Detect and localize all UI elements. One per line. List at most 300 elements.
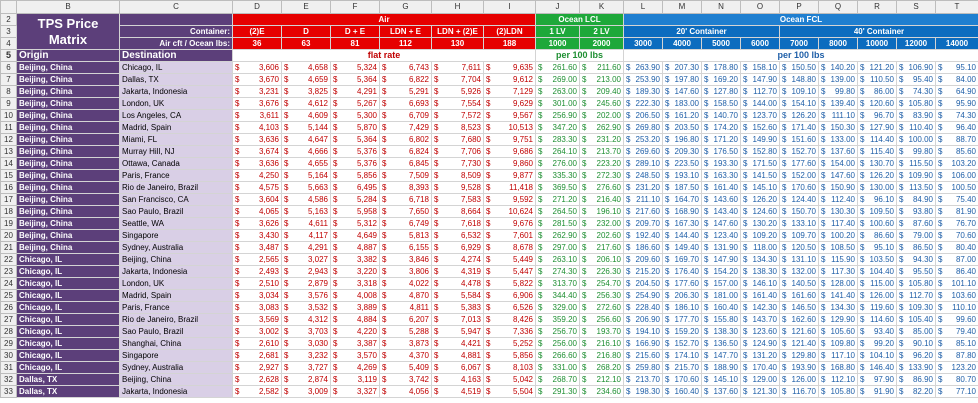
lcl-rate-cell[interactable] xyxy=(536,134,580,146)
lcl-rate-cell[interactable] xyxy=(580,302,624,314)
destination-cell[interactable]: Shanghai, China xyxy=(120,338,233,350)
fcl-rate-cell[interactable] xyxy=(936,290,978,302)
air-rate-cell[interactable] xyxy=(432,350,484,362)
air-rate-cell[interactable] xyxy=(380,62,432,74)
fcl-rate-cell[interactable] xyxy=(819,170,858,182)
air-rate-cell[interactable] xyxy=(331,158,380,170)
fcl-rate-cell[interactable] xyxy=(741,86,780,98)
column-letter[interactable]: J xyxy=(536,1,580,14)
fcl-rate-cell[interactable] xyxy=(780,278,819,290)
fcl-rate-cell[interactable] xyxy=(897,254,936,266)
fcl-rate-cell[interactable] xyxy=(936,374,978,386)
air-rate-cell[interactable] xyxy=(432,170,484,182)
destination-cell[interactable]: Madrid, Spain xyxy=(120,122,233,134)
lcl-rate-cell[interactable] xyxy=(580,362,624,374)
lcl-rate-cell[interactable] xyxy=(580,278,624,290)
fcl-rate-cell[interactable] xyxy=(663,290,702,302)
air-rate-cell[interactable] xyxy=(233,278,282,290)
fcl-rate-cell[interactable] xyxy=(897,362,936,374)
air-rate-cell[interactable] xyxy=(432,206,484,218)
air-rate-cell[interactable] xyxy=(282,230,331,242)
air-rate-cell[interactable] xyxy=(432,230,484,242)
fcl-rate-cell[interactable] xyxy=(741,134,780,146)
fcl-rate-cell[interactable] xyxy=(936,134,978,146)
air-rate-cell[interactable] xyxy=(484,350,536,362)
lcl-rate-cell[interactable] xyxy=(580,146,624,158)
origin-cell[interactable]: Dallas, TX xyxy=(17,386,120,398)
fcl-rate-cell[interactable] xyxy=(936,86,978,98)
air-rate-cell[interactable] xyxy=(432,110,484,122)
fcl-rate-cell[interactable] xyxy=(702,218,741,230)
fcl-rate-cell[interactable] xyxy=(624,350,663,362)
air-rate-cell[interactable] xyxy=(432,362,484,374)
destination-cell[interactable]: Madrid, Spain xyxy=(120,290,233,302)
destination-cell[interactable]: Sao Paulo, Brazil xyxy=(120,206,233,218)
destination-cell[interactable]: San Francisco, CA xyxy=(120,194,233,206)
column-letter[interactable]: H xyxy=(432,1,484,14)
fcl-rate-cell[interactable] xyxy=(663,386,702,398)
origin-cell[interactable]: Dallas, TX xyxy=(17,374,120,386)
origin-cell[interactable]: Chicago, IL xyxy=(17,278,120,290)
fcl-rate-cell[interactable] xyxy=(819,314,858,326)
fcl-rate-cell[interactable] xyxy=(858,290,897,302)
air-rate-cell[interactable] xyxy=(282,146,331,158)
fcl-rate-cell[interactable] xyxy=(741,146,780,158)
fcl-rate-cell[interactable] xyxy=(936,110,978,122)
origin-cell[interactable]: Beijing, China xyxy=(17,158,120,170)
fcl-rate-cell[interactable] xyxy=(780,290,819,302)
lcl-rate-cell[interactable] xyxy=(536,62,580,74)
fcl-rate-cell[interactable] xyxy=(663,158,702,170)
fcl-rate-cell[interactable] xyxy=(897,266,936,278)
fcl-rate-cell[interactable] xyxy=(663,194,702,206)
fcl-rate-cell[interactable] xyxy=(741,206,780,218)
fcl-rate-cell[interactable] xyxy=(819,158,858,170)
fcl-rate-cell[interactable] xyxy=(741,110,780,122)
column-letter[interactable]: R xyxy=(858,1,897,14)
fcl-rate-cell[interactable] xyxy=(624,326,663,338)
lcl-rate-cell[interactable] xyxy=(536,74,580,86)
air-rate-cell[interactable] xyxy=(282,206,331,218)
fcl-rate-cell[interactable] xyxy=(897,74,936,86)
fcl-rate-cell[interactable] xyxy=(780,122,819,134)
fcl-rate-cell[interactable] xyxy=(702,242,741,254)
air-rate-cell[interactable] xyxy=(484,170,536,182)
destination-cell[interactable]: Jakarta, Indonesia xyxy=(120,386,233,398)
row-number[interactable]: 21 xyxy=(1,242,17,254)
column-letter[interactable]: M xyxy=(663,1,702,14)
air-rate-cell[interactable] xyxy=(233,170,282,182)
fcl-rate-cell[interactable] xyxy=(819,86,858,98)
fcl-rate-cell[interactable] xyxy=(780,194,819,206)
row-number[interactable]: 27 xyxy=(1,314,17,326)
fcl-rate-cell[interactable] xyxy=(624,170,663,182)
fcl-rate-cell[interactable] xyxy=(741,326,780,338)
fcl-rate-cell[interactable] xyxy=(819,254,858,266)
fcl-rate-cell[interactable] xyxy=(780,170,819,182)
column-letter[interactable]: E xyxy=(282,1,331,14)
column-letter[interactable]: B xyxy=(17,1,120,14)
fcl-rate-cell[interactable] xyxy=(624,386,663,398)
air-rate-cell[interactable] xyxy=(331,182,380,194)
fcl-rate-cell[interactable] xyxy=(858,122,897,134)
fcl-rate-cell[interactable] xyxy=(624,278,663,290)
fcl-rate-cell[interactable] xyxy=(702,146,741,158)
origin-cell[interactable]: Beijing, China xyxy=(17,182,120,194)
fcl-rate-cell[interactable] xyxy=(702,74,741,86)
fcl-rate-cell[interactable] xyxy=(702,170,741,182)
row-number[interactable]: 33 xyxy=(1,386,17,398)
air-rate-cell[interactable] xyxy=(432,278,484,290)
fcl-rate-cell[interactable] xyxy=(780,302,819,314)
fcl-rate-cell[interactable] xyxy=(702,290,741,302)
fcl-rate-cell[interactable] xyxy=(624,86,663,98)
fcl-rate-cell[interactable] xyxy=(819,242,858,254)
fcl-rate-cell[interactable] xyxy=(624,254,663,266)
fcl-rate-cell[interactable] xyxy=(741,350,780,362)
air-rate-cell[interactable] xyxy=(432,194,484,206)
air-rate-cell[interactable] xyxy=(331,230,380,242)
row-number[interactable]: 20 xyxy=(1,230,17,242)
air-rate-cell[interactable] xyxy=(432,374,484,386)
fcl-rate-cell[interactable] xyxy=(624,194,663,206)
fcl-rate-cell[interactable] xyxy=(663,242,702,254)
fcl-rate-cell[interactable] xyxy=(780,242,819,254)
fcl-rate-cell[interactable] xyxy=(819,230,858,242)
lcl-rate-cell[interactable] xyxy=(536,350,580,362)
fcl-rate-cell[interactable] xyxy=(702,134,741,146)
air-rate-cell[interactable] xyxy=(432,86,484,98)
row-number[interactable]: 3 xyxy=(1,26,17,38)
origin-cell[interactable]: Beijing, China xyxy=(17,242,120,254)
row-number[interactable]: 29 xyxy=(1,338,17,350)
air-rate-cell[interactable] xyxy=(432,386,484,398)
lcl-rate-cell[interactable] xyxy=(536,230,580,242)
lcl-rate-cell[interactable] xyxy=(580,350,624,362)
air-rate-cell[interactable] xyxy=(282,194,331,206)
fcl-rate-cell[interactable] xyxy=(780,74,819,86)
row-number[interactable]: 23 xyxy=(1,266,17,278)
row-number[interactable]: 25 xyxy=(1,290,17,302)
column-letter[interactable]: O xyxy=(741,1,780,14)
air-rate-cell[interactable] xyxy=(233,122,282,134)
destination-cell[interactable]: London, UK xyxy=(120,98,233,110)
air-rate-cell[interactable] xyxy=(380,254,432,266)
air-rate-cell[interactable] xyxy=(484,122,536,134)
fcl-rate-cell[interactable] xyxy=(819,110,858,122)
lcl-rate-cell[interactable] xyxy=(580,266,624,278)
fcl-rate-cell[interactable] xyxy=(819,122,858,134)
lcl-rate-cell[interactable] xyxy=(580,374,624,386)
destination-cell[interactable]: Rio de Janeiro, Brazil xyxy=(120,314,233,326)
row-number[interactable]: 13 xyxy=(1,146,17,158)
air-rate-cell[interactable] xyxy=(432,338,484,350)
row-number[interactable]: 4 xyxy=(1,38,17,50)
fcl-rate-cell[interactable] xyxy=(702,278,741,290)
fcl-rate-cell[interactable] xyxy=(702,86,741,98)
air-rate-cell[interactable] xyxy=(331,314,380,326)
fcl-rate-cell[interactable] xyxy=(936,62,978,74)
destination-cell[interactable]: Sydney, Australia xyxy=(120,362,233,374)
lcl-rate-cell[interactable] xyxy=(580,86,624,98)
air-rate-cell[interactable] xyxy=(484,134,536,146)
fcl-rate-cell[interactable] xyxy=(858,86,897,98)
destination-cell[interactable]: Ottawa, Canada xyxy=(120,158,233,170)
destination-cell[interactable]: Seattle, WA xyxy=(120,218,233,230)
fcl-rate-cell[interactable] xyxy=(741,314,780,326)
fcl-rate-cell[interactable] xyxy=(702,374,741,386)
lcl-rate-cell[interactable] xyxy=(580,326,624,338)
fcl-rate-cell[interactable] xyxy=(702,338,741,350)
air-rate-cell[interactable] xyxy=(282,242,331,254)
row-number[interactable]: 28 xyxy=(1,326,17,338)
fcl-rate-cell[interactable] xyxy=(624,122,663,134)
fcl-rate-cell[interactable] xyxy=(741,170,780,182)
fcl-rate-cell[interactable] xyxy=(780,158,819,170)
air-rate-cell[interactable] xyxy=(484,86,536,98)
air-rate-cell[interactable] xyxy=(331,170,380,182)
fcl-rate-cell[interactable] xyxy=(858,194,897,206)
fcl-rate-cell[interactable] xyxy=(741,254,780,266)
lcl-rate-cell[interactable] xyxy=(536,326,580,338)
lcl-rate-cell[interactable] xyxy=(536,158,580,170)
lcl-rate-cell[interactable] xyxy=(580,218,624,230)
air-rate-cell[interactable] xyxy=(380,362,432,374)
fcl-rate-cell[interactable] xyxy=(897,230,936,242)
air-rate-cell[interactable] xyxy=(380,266,432,278)
fcl-rate-cell[interactable] xyxy=(663,74,702,86)
origin-cell[interactable]: Beijing, China xyxy=(17,134,120,146)
fcl-rate-cell[interactable] xyxy=(624,266,663,278)
fcl-rate-cell[interactable] xyxy=(663,134,702,146)
air-rate-cell[interactable] xyxy=(331,206,380,218)
fcl-rate-cell[interactable] xyxy=(663,218,702,230)
air-rate-cell[interactable] xyxy=(331,122,380,134)
lcl-rate-cell[interactable] xyxy=(580,98,624,110)
column-letter[interactable]: Q xyxy=(819,1,858,14)
air-rate-cell[interactable] xyxy=(282,338,331,350)
destination-cell[interactable]: Beijing, China xyxy=(120,374,233,386)
air-rate-cell[interactable] xyxy=(432,62,484,74)
fcl-rate-cell[interactable] xyxy=(858,326,897,338)
air-rate-cell[interactable] xyxy=(233,338,282,350)
air-rate-cell[interactable] xyxy=(484,206,536,218)
fcl-rate-cell[interactable] xyxy=(741,230,780,242)
row-number[interactable]: 14 xyxy=(1,158,17,170)
lcl-rate-cell[interactable] xyxy=(580,242,624,254)
air-rate-cell[interactable] xyxy=(233,62,282,74)
air-rate-cell[interactable] xyxy=(233,362,282,374)
lcl-rate-cell[interactable] xyxy=(580,254,624,266)
fcl-rate-cell[interactable] xyxy=(858,302,897,314)
air-rate-cell[interactable] xyxy=(484,290,536,302)
fcl-rate-cell[interactable] xyxy=(741,122,780,134)
lcl-rate-cell[interactable] xyxy=(536,278,580,290)
origin-cell[interactable]: Chicago, IL xyxy=(17,314,120,326)
fcl-rate-cell[interactable] xyxy=(702,158,741,170)
fcl-rate-cell[interactable] xyxy=(897,62,936,74)
air-rate-cell[interactable] xyxy=(282,170,331,182)
row-number[interactable]: 12 xyxy=(1,134,17,146)
fcl-rate-cell[interactable] xyxy=(936,230,978,242)
fcl-rate-cell[interactable] xyxy=(858,218,897,230)
fcl-rate-cell[interactable] xyxy=(897,314,936,326)
origin-cell[interactable]: Beijing, China xyxy=(17,194,120,206)
fcl-rate-cell[interactable] xyxy=(624,134,663,146)
row-number[interactable]: 17 xyxy=(1,194,17,206)
fcl-rate-cell[interactable] xyxy=(858,254,897,266)
fcl-rate-cell[interactable] xyxy=(741,62,780,74)
lcl-rate-cell[interactable] xyxy=(536,254,580,266)
fcl-rate-cell[interactable] xyxy=(702,110,741,122)
lcl-rate-cell[interactable] xyxy=(580,206,624,218)
lcl-rate-cell[interactable] xyxy=(536,338,580,350)
destination-cell[interactable]: Miami, FL xyxy=(120,134,233,146)
air-rate-cell[interactable] xyxy=(233,206,282,218)
fcl-rate-cell[interactable] xyxy=(858,314,897,326)
column-letter[interactable]: P xyxy=(780,1,819,14)
destination-cell[interactable]: Jakarta, Indonesia xyxy=(120,86,233,98)
lcl-rate-cell[interactable] xyxy=(536,98,580,110)
fcl-rate-cell[interactable] xyxy=(858,338,897,350)
lcl-rate-cell[interactable] xyxy=(536,218,580,230)
air-rate-cell[interactable] xyxy=(233,194,282,206)
fcl-rate-cell[interactable] xyxy=(702,254,741,266)
air-rate-cell[interactable] xyxy=(233,86,282,98)
fcl-rate-cell[interactable] xyxy=(624,362,663,374)
air-rate-cell[interactable] xyxy=(282,374,331,386)
fcl-rate-cell[interactable] xyxy=(624,206,663,218)
fcl-rate-cell[interactable] xyxy=(663,182,702,194)
corner-cell[interactable] xyxy=(1,1,17,14)
column-letter[interactable]: S xyxy=(897,1,936,14)
fcl-rate-cell[interactable] xyxy=(819,62,858,74)
fcl-rate-cell[interactable] xyxy=(624,74,663,86)
air-rate-cell[interactable] xyxy=(282,350,331,362)
air-rate-cell[interactable] xyxy=(282,386,331,398)
air-rate-cell[interactable] xyxy=(380,182,432,194)
lcl-rate-cell[interactable] xyxy=(536,86,580,98)
air-rate-cell[interactable] xyxy=(432,134,484,146)
air-rate-cell[interactable] xyxy=(282,86,331,98)
row-number[interactable]: 32 xyxy=(1,374,17,386)
fcl-rate-cell[interactable] xyxy=(741,386,780,398)
fcl-rate-cell[interactable] xyxy=(741,278,780,290)
fcl-rate-cell[interactable] xyxy=(936,266,978,278)
lcl-rate-cell[interactable] xyxy=(536,242,580,254)
fcl-rate-cell[interactable] xyxy=(663,278,702,290)
column-letter[interactable]: L xyxy=(624,1,663,14)
row-number[interactable]: 19 xyxy=(1,218,17,230)
fcl-rate-cell[interactable] xyxy=(741,338,780,350)
air-rate-cell[interactable] xyxy=(380,74,432,86)
lcl-rate-cell[interactable] xyxy=(536,146,580,158)
air-rate-cell[interactable] xyxy=(233,326,282,338)
fcl-rate-cell[interactable] xyxy=(819,350,858,362)
air-rate-cell[interactable] xyxy=(380,314,432,326)
lcl-rate-cell[interactable] xyxy=(536,182,580,194)
fcl-rate-cell[interactable] xyxy=(624,158,663,170)
fcl-rate-cell[interactable] xyxy=(741,290,780,302)
fcl-rate-cell[interactable] xyxy=(858,110,897,122)
destination-cell[interactable]: Beijing, China xyxy=(120,254,233,266)
air-rate-cell[interactable] xyxy=(331,350,380,362)
fcl-rate-cell[interactable] xyxy=(858,266,897,278)
air-rate-cell[interactable] xyxy=(331,362,380,374)
air-rate-cell[interactable] xyxy=(432,98,484,110)
lcl-rate-cell[interactable] xyxy=(580,290,624,302)
air-rate-cell[interactable] xyxy=(380,326,432,338)
origin-cell[interactable]: Beijing, China xyxy=(17,170,120,182)
row-number[interactable]: 6 xyxy=(1,62,17,74)
air-rate-cell[interactable] xyxy=(484,254,536,266)
air-rate-cell[interactable] xyxy=(282,158,331,170)
fcl-rate-cell[interactable] xyxy=(897,182,936,194)
fcl-rate-cell[interactable] xyxy=(741,362,780,374)
fcl-rate-cell[interactable] xyxy=(936,74,978,86)
lcl-rate-cell[interactable] xyxy=(536,110,580,122)
fcl-rate-cell[interactable] xyxy=(780,326,819,338)
lcl-rate-cell[interactable] xyxy=(536,314,580,326)
air-rate-cell[interactable] xyxy=(432,254,484,266)
air-rate-cell[interactable] xyxy=(331,254,380,266)
fcl-rate-cell[interactable] xyxy=(780,134,819,146)
air-rate-cell[interactable] xyxy=(282,74,331,86)
air-rate-cell[interactable] xyxy=(282,362,331,374)
air-rate-cell[interactable] xyxy=(380,278,432,290)
fcl-rate-cell[interactable] xyxy=(858,170,897,182)
air-rate-cell[interactable] xyxy=(331,98,380,110)
lcl-rate-cell[interactable] xyxy=(580,182,624,194)
fcl-rate-cell[interactable] xyxy=(624,242,663,254)
fcl-rate-cell[interactable] xyxy=(897,386,936,398)
air-rate-cell[interactable] xyxy=(331,338,380,350)
destination-cell[interactable]: Murray Hill, NJ xyxy=(120,146,233,158)
destination-cell[interactable]: Dallas, TX xyxy=(120,74,233,86)
air-rate-cell[interactable] xyxy=(233,158,282,170)
fcl-rate-cell[interactable] xyxy=(663,326,702,338)
column-letter[interactable]: D xyxy=(233,1,282,14)
fcl-rate-cell[interactable] xyxy=(936,386,978,398)
fcl-rate-cell[interactable] xyxy=(780,110,819,122)
fcl-rate-cell[interactable] xyxy=(819,338,858,350)
air-rate-cell[interactable] xyxy=(484,110,536,122)
air-rate-cell[interactable] xyxy=(484,278,536,290)
fcl-rate-cell[interactable] xyxy=(819,290,858,302)
row-number[interactable]: 31 xyxy=(1,362,17,374)
origin-cell[interactable]: Chicago, IL xyxy=(17,326,120,338)
fcl-rate-cell[interactable] xyxy=(741,158,780,170)
fcl-rate-cell[interactable] xyxy=(897,86,936,98)
fcl-rate-cell[interactable] xyxy=(780,350,819,362)
air-rate-cell[interactable] xyxy=(380,170,432,182)
air-rate-cell[interactable] xyxy=(331,290,380,302)
fcl-rate-cell[interactable] xyxy=(936,314,978,326)
air-rate-cell[interactable] xyxy=(484,386,536,398)
air-rate-cell[interactable] xyxy=(380,86,432,98)
fcl-rate-cell[interactable] xyxy=(780,206,819,218)
row-number[interactable]: 15 xyxy=(1,170,17,182)
fcl-rate-cell[interactable] xyxy=(702,386,741,398)
lcl-rate-cell[interactable] xyxy=(536,386,580,398)
fcl-rate-cell[interactable] xyxy=(624,290,663,302)
fcl-rate-cell[interactable] xyxy=(936,206,978,218)
air-rate-cell[interactable] xyxy=(484,326,536,338)
air-rate-cell[interactable] xyxy=(380,110,432,122)
destination-cell[interactable]: Sao Paulo, Brazil xyxy=(120,326,233,338)
fcl-rate-cell[interactable] xyxy=(780,182,819,194)
air-rate-cell[interactable] xyxy=(380,230,432,242)
